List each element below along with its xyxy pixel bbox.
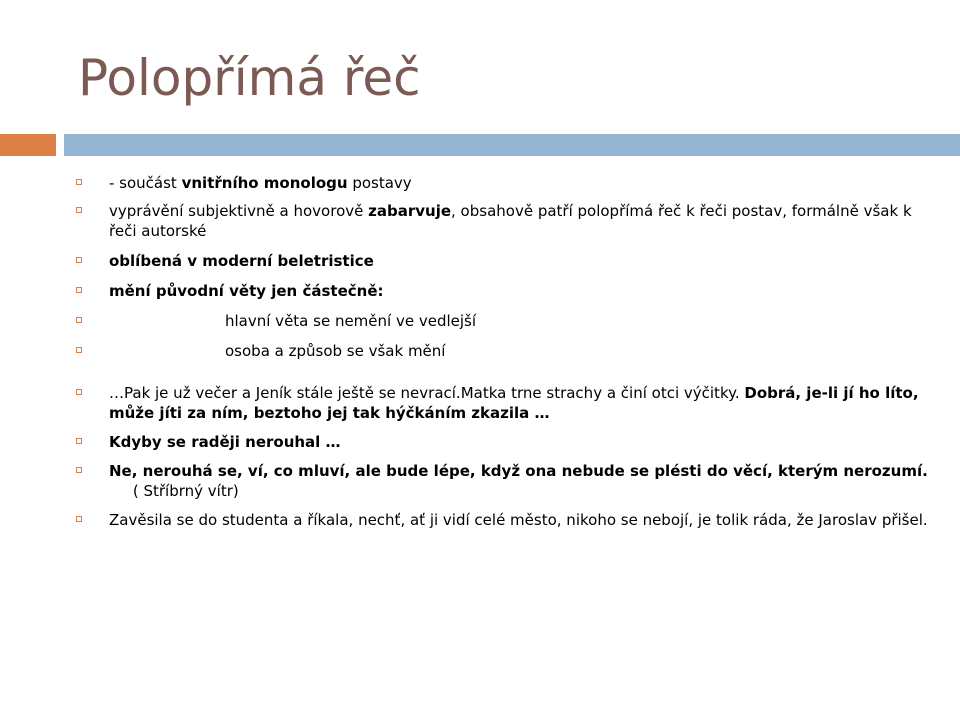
item-text: Zavěsila se do studenta a říkala, nechť, ať ji vidí celé město, nikoho se nebojí, je tolik ráda, že Jaroslav přišel. (109, 511, 928, 529)
title-accent-bar (0, 134, 56, 156)
item-text: - součást vnitřního monologu postavy (109, 174, 412, 192)
title-divider-bar (64, 134, 960, 156)
item-text: …Pak je už večer a Jeník stále ještě se nevrací.Matka trne strachy a činí otci výčitky. Dobrá, je-li jí ho líto, může jíti za ním, beztoho jej tak hýčkáním zkazila … (109, 384, 919, 422)
square-bullet-icon (76, 179, 82, 185)
square-bullet-icon (76, 287, 82, 293)
item-text: hlavní věta se nemění ve vedlejší (225, 312, 477, 330)
square-bullet-icon (76, 516, 82, 522)
item-text: osoba a způsob se však mění (225, 342, 446, 360)
list-item (76, 173, 936, 193)
list-item (76, 461, 936, 501)
item-text: Kdyby se raději nerouhal … (109, 433, 341, 451)
square-bullet-icon (76, 347, 82, 353)
square-bullet-icon (76, 438, 82, 444)
list-item (76, 311, 936, 331)
square-bullet-icon (76, 317, 82, 323)
list-item (76, 510, 936, 530)
list-item (76, 281, 936, 301)
list-item (76, 383, 936, 423)
list-item (76, 432, 936, 452)
item-text: mění původní věty jen částečně: (109, 282, 384, 300)
list-item (76, 201, 936, 241)
square-bullet-icon (76, 389, 82, 395)
slide-title: Polopřímá řeč (78, 49, 421, 107)
list-item (76, 251, 936, 271)
list-item (76, 341, 936, 361)
item-text: vyprávění subjektivně a hovorově zabarvuje, obsahově patří polopřímá řeč k řeči postav, formálně však k řeči autorské (109, 202, 912, 240)
item-text: Ne, nerouhá se, ví, co mluví, ale bude lépe, když ona nebude se plésti do věcí, kterým nerozumí. ( Stříbrný vítr) (109, 462, 928, 500)
vertical-gap (56, 134, 64, 720)
square-bullet-icon (76, 467, 82, 473)
item-text: oblíbená v moderní beletristice (109, 252, 374, 270)
bullet-list (76, 166, 936, 530)
square-bullet-icon (76, 207, 82, 213)
square-bullet-icon (76, 257, 82, 263)
